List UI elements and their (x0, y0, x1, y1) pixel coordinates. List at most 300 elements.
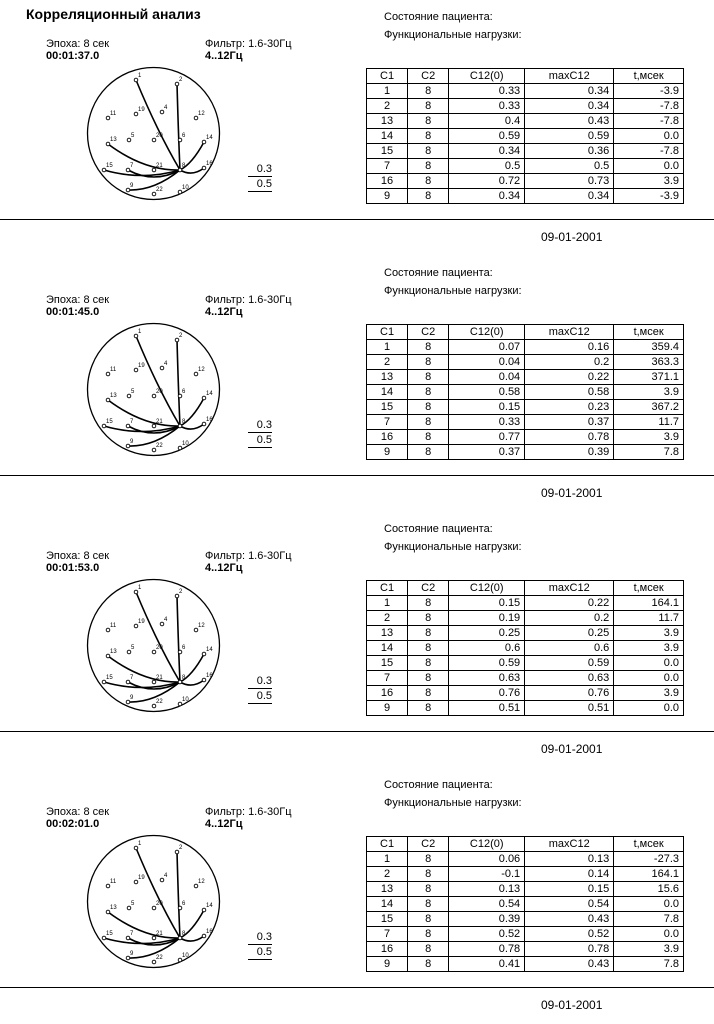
electrode-label-4: 4 (164, 617, 168, 623)
table-cell: 8 (408, 852, 449, 867)
epoch-time: 00:01:45.0 (46, 306, 100, 318)
section-divider (0, 987, 714, 988)
connection-line-2-8 (177, 596, 180, 682)
table-row (367, 144, 684, 159)
table-header-row (367, 581, 684, 596)
electrode-label-15: 15 (106, 931, 113, 937)
table-row (367, 370, 684, 385)
table-cell: 0.6 (525, 641, 614, 656)
document-title: Корреляционный анализ (26, 6, 201, 22)
table-cell: 8 (408, 99, 449, 114)
table-cell: 9 (367, 701, 408, 716)
electrode-label-14: 14 (206, 135, 213, 141)
table-cell: 0.76 (525, 686, 614, 701)
connection-line-13-8 (108, 144, 180, 170)
column-header-5: t,мсек (614, 837, 684, 852)
table-cell: 7 (367, 927, 408, 942)
table-cell: 7.8 (614, 912, 684, 927)
table-cell: 8 (408, 882, 449, 897)
epoch-info (46, 550, 109, 574)
table-cell: 0.78 (525, 430, 614, 445)
electrode-label-20: 20 (156, 901, 163, 907)
table-cell: 0.2 (525, 611, 614, 626)
table-cell: 0.0 (614, 927, 684, 942)
electrode-label-10: 10 (182, 953, 189, 959)
scale-value-1: 0.3 (248, 418, 272, 433)
table-cell: 0.51 (449, 701, 525, 716)
filter-info (205, 38, 292, 62)
electrode-label-16: 16 (206, 161, 213, 167)
column-header-2: C2 (408, 837, 449, 852)
table-cell: 3.9 (614, 686, 684, 701)
scale-value-1: 0.3 (248, 674, 272, 689)
table-cell: 0.59 (525, 129, 614, 144)
electrode-label-6: 6 (182, 901, 186, 907)
table-cell: 8 (408, 656, 449, 671)
scale-value-1: 0.3 (248, 930, 272, 945)
table-cell: 16 (367, 430, 408, 445)
table-cell: 367.2 (614, 400, 684, 415)
table-cell: 8 (408, 159, 449, 174)
column-header-3: C12(0) (449, 325, 525, 340)
head-outline (88, 68, 220, 200)
electrode-label-16: 16 (206, 417, 213, 423)
table-cell: 0.16 (525, 340, 614, 355)
table-cell: 8 (408, 611, 449, 626)
scale-legend (248, 162, 272, 192)
table-cell: 0.77 (449, 430, 525, 445)
table-row (367, 114, 684, 129)
electrode-label-9: 9 (130, 695, 134, 701)
section-divider (0, 219, 714, 220)
column-header-3: C12(0) (449, 69, 525, 84)
section-3 (0, 512, 714, 768)
table-cell: 8 (408, 114, 449, 129)
table-cell: 7.8 (614, 445, 684, 460)
head-electrode-map (86, 66, 221, 201)
electrode-label-21: 21 (156, 675, 163, 681)
electrode-label-2: 2 (179, 589, 183, 595)
table-cell: 9 (367, 445, 408, 460)
table-cell: 0.59 (525, 656, 614, 671)
table-cell: 0.78 (525, 942, 614, 957)
patient-state-label: Состояние пациента: (384, 523, 493, 535)
table-cell: 363.3 (614, 355, 684, 370)
scale-value-2: 0.5 (248, 433, 272, 448)
table-row (367, 385, 684, 400)
table-cell: 0.6 (449, 641, 525, 656)
table-cell: 2 (367, 867, 408, 882)
table-cell: 8 (408, 174, 449, 189)
table-cell: 8 (408, 84, 449, 99)
section-divider (0, 475, 714, 476)
band-label: 4..12Гц (205, 562, 243, 574)
table-cell: 8 (408, 927, 449, 942)
table-cell: 8 (408, 912, 449, 927)
table-cell: 3.9 (614, 641, 684, 656)
electrode-label-21: 21 (156, 163, 163, 169)
head-electrode-map (86, 322, 221, 457)
table-cell: 7 (367, 671, 408, 686)
table-cell: 0.52 (525, 927, 614, 942)
electrode-label-10: 10 (182, 441, 189, 447)
connection-line-2-8 (177, 340, 180, 426)
table-cell: 15 (367, 912, 408, 927)
table-cell: 15.6 (614, 882, 684, 897)
filter-info (205, 550, 292, 574)
section-date: 09-01-2001 (541, 230, 603, 244)
table-cell: 3.9 (614, 385, 684, 400)
table-cell: 8 (408, 942, 449, 957)
table-cell: 0.13 (449, 882, 525, 897)
electrode-label-15: 15 (106, 163, 113, 169)
table-cell: 0.19 (449, 611, 525, 626)
electrode-label-9: 9 (130, 951, 134, 957)
table-cell: 1 (367, 340, 408, 355)
table-cell: 2 (367, 99, 408, 114)
patient-state-label: Состояние пациента: (384, 267, 493, 279)
table-cell: 13 (367, 882, 408, 897)
table-cell: 0.76 (449, 686, 525, 701)
table-cell: 15 (367, 144, 408, 159)
table-row (367, 340, 684, 355)
scale-value-2: 0.5 (248, 945, 272, 960)
table-cell: 0.14 (525, 867, 614, 882)
column-header-2: C2 (408, 581, 449, 596)
table-cell: 8 (408, 701, 449, 716)
table-cell: 9 (367, 189, 408, 204)
electrode-label-5: 5 (131, 389, 135, 395)
table-cell: 0.63 (525, 671, 614, 686)
table-cell: 0.22 (525, 370, 614, 385)
scale-value-1: 0.3 (248, 162, 272, 177)
electrode-label-2: 2 (179, 333, 183, 339)
electrode-label-12: 12 (198, 367, 205, 373)
table-cell: 0.5 (449, 159, 525, 174)
electrode-label-6: 6 (182, 645, 186, 651)
epoch-label: Эпоха: 8 сек (46, 38, 110, 50)
table-cell: 8 (408, 867, 449, 882)
electrode-label-8: 8 (182, 675, 186, 681)
table-row (367, 867, 684, 882)
electrode-label-15: 15 (106, 419, 113, 425)
electrode-label-22: 22 (156, 699, 163, 705)
table-cell: 8 (408, 400, 449, 415)
filter-label: Фильтр: 1.6-30Гц (205, 294, 292, 306)
electrode-label-6: 6 (182, 389, 186, 395)
table-cell: 0.5 (525, 159, 614, 174)
table-cell: 0.0 (614, 129, 684, 144)
functional-loads-label: Функциональные нагрузки: (384, 541, 522, 553)
table-cell: 8 (408, 415, 449, 430)
table-cell: 0.0 (614, 701, 684, 716)
table-row (367, 596, 684, 611)
table-cell: 7.8 (614, 957, 684, 972)
table-cell: 15 (367, 656, 408, 671)
electrode-label-7: 7 (130, 675, 134, 681)
electrode-label-11: 11 (110, 111, 117, 117)
table-cell: 0.25 (449, 626, 525, 641)
electrode-label-21: 21 (156, 419, 163, 425)
table-cell: -7.8 (614, 99, 684, 114)
electrode-label-1: 1 (138, 73, 142, 79)
table-cell: 8 (408, 355, 449, 370)
table-cell: -7.8 (614, 114, 684, 129)
filter-info (205, 806, 292, 830)
electrode-label-10: 10 (182, 185, 189, 191)
electrode-label-2: 2 (179, 845, 183, 851)
table-row (367, 957, 684, 972)
table-row (367, 852, 684, 867)
section-divider (0, 731, 714, 732)
table-cell: 0.25 (525, 626, 614, 641)
electrode-label-11: 11 (110, 879, 117, 885)
electrode-label-8: 8 (182, 419, 186, 425)
head-outline (88, 324, 220, 456)
table-cell: 0.34 (525, 189, 614, 204)
section-date: 09-01-2001 (541, 998, 603, 1012)
table-cell: 16 (367, 174, 408, 189)
electrode-label-4: 4 (164, 873, 168, 879)
electrode-label-1: 1 (138, 841, 142, 847)
table-cell: 14 (367, 641, 408, 656)
column-header-5: t,мсек (614, 581, 684, 596)
table-cell: 0.13 (525, 852, 614, 867)
connection-line-1-8 (136, 336, 180, 426)
table-row (367, 882, 684, 897)
electrode-label-4: 4 (164, 361, 168, 367)
electrode-label-12: 12 (198, 111, 205, 117)
table-cell: 0.34 (525, 84, 614, 99)
table-cell: 13 (367, 370, 408, 385)
electrode-label-9: 9 (130, 439, 134, 445)
table-cell: 2 (367, 611, 408, 626)
table-cell: 0.23 (525, 400, 614, 415)
table-cell: 0.0 (614, 671, 684, 686)
table-cell: 3.9 (614, 942, 684, 957)
table-cell: 15 (367, 400, 408, 415)
correlation-table (366, 836, 684, 972)
table-row (367, 430, 684, 445)
electrode-label-1: 1 (138, 585, 142, 591)
electrode-label-20: 20 (156, 133, 163, 139)
filter-info (205, 294, 292, 318)
table-row (367, 400, 684, 415)
table-cell: 371.1 (614, 370, 684, 385)
section-date: 09-01-2001 (541, 742, 603, 756)
table-cell: 0.39 (449, 912, 525, 927)
functional-loads-label: Функциональные нагрузки: (384, 285, 522, 297)
electrode-label-12: 12 (198, 879, 205, 885)
table-cell: 14 (367, 385, 408, 400)
table-cell: 11.7 (614, 611, 684, 626)
table-cell: 0.73 (525, 174, 614, 189)
table-cell: 0.33 (449, 84, 525, 99)
table-cell: 0.36 (525, 144, 614, 159)
patient-info (384, 8, 522, 44)
table-row (367, 99, 684, 114)
band-label: 4..12Гц (205, 50, 243, 62)
epoch-label: Эпоха: 8 сек (46, 806, 110, 818)
electrode-label-16: 16 (206, 673, 213, 679)
correlation-table (366, 324, 684, 460)
table-cell: 0.39 (525, 445, 614, 460)
electrode-label-14: 14 (206, 647, 213, 653)
table-cell: 0.63 (449, 671, 525, 686)
electrode-label-8: 8 (182, 931, 186, 937)
connection-line-2-8 (177, 84, 180, 170)
table-cell: 359.4 (614, 340, 684, 355)
table-cell: 0.15 (525, 882, 614, 897)
column-header-1: C1 (367, 325, 408, 340)
epoch-info (46, 806, 109, 830)
column-header-4: maxC12 (525, 837, 614, 852)
table-cell: 164.1 (614, 596, 684, 611)
table-cell: 14 (367, 129, 408, 144)
table-cell: 0.04 (449, 370, 525, 385)
table-cell: 0.37 (449, 445, 525, 460)
table-row (367, 912, 684, 927)
epoch-time: 00:02:01.0 (46, 818, 100, 830)
epoch-label: Эпоха: 8 сек (46, 550, 110, 562)
scale-legend (248, 930, 272, 960)
band-label: 4..12Гц (205, 818, 243, 830)
table-header-row (367, 69, 684, 84)
electrode-label-14: 14 (206, 903, 213, 909)
band-label: 4..12Гц (205, 306, 243, 318)
table-cell: 0.33 (449, 99, 525, 114)
table-cell: 0.54 (449, 897, 525, 912)
electrode-label-21: 21 (156, 931, 163, 937)
filter-label: Фильтр: 1.6-30Гц (205, 806, 292, 818)
table-cell: 11.7 (614, 415, 684, 430)
section-2 (0, 256, 714, 512)
table-row (367, 927, 684, 942)
table-cell: 0.72 (449, 174, 525, 189)
electrode-label-5: 5 (131, 645, 135, 651)
table-cell: 8 (408, 897, 449, 912)
table-cell: 0.58 (525, 385, 614, 400)
section-date: 09-01-2001 (541, 486, 603, 500)
column-header-1: C1 (367, 69, 408, 84)
table-cell: 0.52 (449, 927, 525, 942)
electrode-label-9: 9 (130, 183, 134, 189)
epoch-time: 00:01:37.0 (46, 50, 100, 62)
electrode-label-7: 7 (130, 931, 134, 937)
patient-info (384, 776, 522, 812)
table-cell: -3.9 (614, 189, 684, 204)
table-cell: 8 (408, 385, 449, 400)
table-cell: 1 (367, 84, 408, 99)
table-cell: 0.78 (449, 942, 525, 957)
head-outline (88, 836, 220, 968)
table-cell: 0.43 (525, 912, 614, 927)
table-cell: 8 (408, 596, 449, 611)
electrode-label-14: 14 (206, 391, 213, 397)
table-cell: 0.54 (525, 897, 614, 912)
head-electrode-map (86, 834, 221, 969)
table-cell: 0.41 (449, 957, 525, 972)
table-cell: 8 (408, 189, 449, 204)
electrode-label-19: 19 (138, 619, 145, 625)
table-cell: 0.2 (525, 355, 614, 370)
connection-line-1-8 (136, 592, 180, 682)
electrode-label-22: 22 (156, 955, 163, 961)
table-cell: -0.1 (449, 867, 525, 882)
column-header-4: maxC12 (525, 69, 614, 84)
table-cell: 0.59 (449, 656, 525, 671)
table-cell: 0.43 (525, 114, 614, 129)
electrode-label-19: 19 (138, 363, 145, 369)
column-header-2: C2 (408, 69, 449, 84)
table-cell: 8 (408, 370, 449, 385)
electrode-label-15: 15 (106, 675, 113, 681)
table-cell: 0.04 (449, 355, 525, 370)
electrode-label-2: 2 (179, 77, 183, 83)
table-row (367, 445, 684, 460)
table-cell: 13 (367, 626, 408, 641)
connection-line-13-8 (108, 400, 180, 426)
table-row (367, 701, 684, 716)
table-cell: 0.0 (614, 656, 684, 671)
table-cell: 0.58 (449, 385, 525, 400)
table-cell: 14 (367, 897, 408, 912)
electrode-label-7: 7 (130, 419, 134, 425)
filter-label: Фильтр: 1.6-30Гц (205, 38, 292, 50)
table-row (367, 84, 684, 99)
table-cell: 1 (367, 596, 408, 611)
table-row (367, 897, 684, 912)
table-cell: 0.34 (525, 99, 614, 114)
table-cell: 0.43 (525, 957, 614, 972)
table-row (367, 656, 684, 671)
table-cell: 8 (408, 626, 449, 641)
table-cell: 8 (408, 340, 449, 355)
scale-legend (248, 674, 272, 704)
electrode-label-19: 19 (138, 107, 145, 113)
electrode-label-22: 22 (156, 443, 163, 449)
connection-line-1-8 (136, 80, 180, 170)
table-row (367, 641, 684, 656)
column-header-2: C2 (408, 325, 449, 340)
electrode-label-5: 5 (131, 901, 135, 907)
filter-label: Фильтр: 1.6-30Гц (205, 550, 292, 562)
electrode-label-13: 13 (110, 137, 117, 143)
table-header-row (367, 325, 684, 340)
table-row (367, 942, 684, 957)
table-cell: 16 (367, 942, 408, 957)
table-cell: 0.51 (525, 701, 614, 716)
electrode-label-11: 11 (110, 623, 117, 629)
table-cell: 8 (408, 430, 449, 445)
table-cell: 7 (367, 159, 408, 174)
table-cell: 0.37 (525, 415, 614, 430)
electrode-label-10: 10 (182, 697, 189, 703)
connection-line-1-8 (136, 848, 180, 938)
table-cell: 0.34 (449, 144, 525, 159)
electrode-label-8: 8 (182, 163, 186, 169)
correlation-table (366, 68, 684, 204)
table-cell: 0.22 (525, 596, 614, 611)
table-cell: 8 (408, 957, 449, 972)
table-cell: 8 (408, 144, 449, 159)
table-cell: 8 (408, 445, 449, 460)
table-cell: 3.9 (614, 430, 684, 445)
table-cell: 0.33 (449, 415, 525, 430)
table-cell: 8 (408, 671, 449, 686)
electrode-label-1: 1 (138, 329, 142, 335)
scale-value-2: 0.5 (248, 177, 272, 192)
